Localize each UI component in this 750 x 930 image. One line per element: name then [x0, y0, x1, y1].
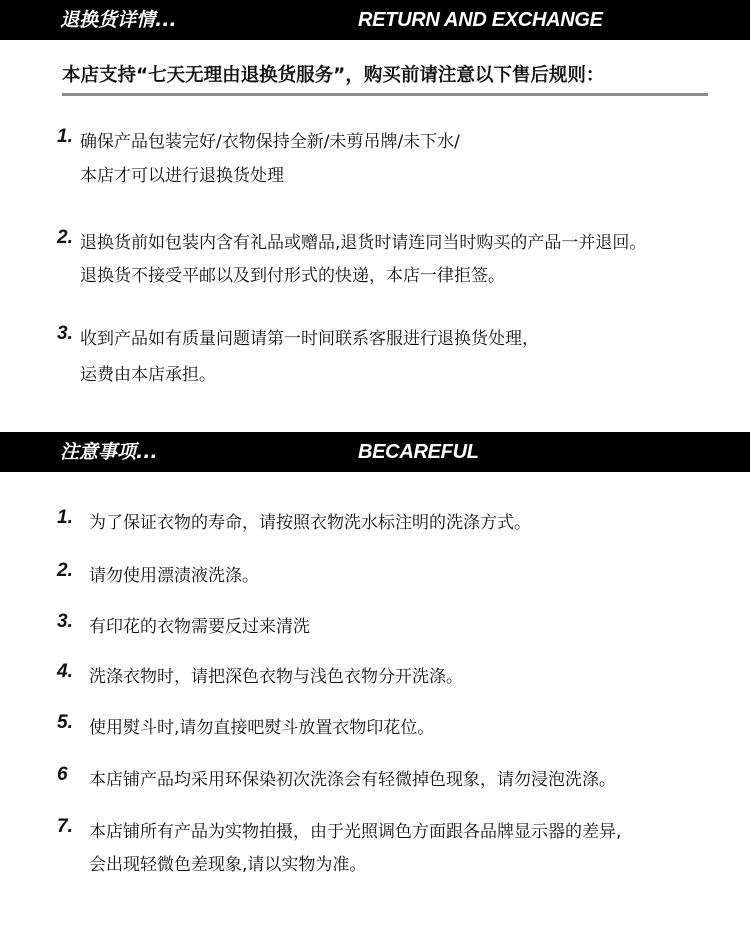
be-careful-header — [0, 432, 750, 472]
item-line: 请勿使用漂渍液洗涤。 — [89, 566, 259, 586]
item-number: 1. — [57, 507, 73, 528]
item-number: 6 — [57, 764, 68, 785]
item-number: 7. — [57, 816, 73, 837]
item-line: 收到产品如有质量问题请第一时间联系客服进行退换货处理， — [80, 329, 539, 349]
item-number: 4. — [57, 661, 73, 682]
item-line: 使用熨斗时,请勿直接吧熨斗放置衣物印花位。 — [89, 718, 435, 738]
item-line: 确保产品包装完好/衣物保持全新/未剪吊牌/未下水/ — [80, 132, 460, 152]
item-line: 本店铺产品均采用环保染初次洗涤会有轻微掉色现象，请勿浸泡洗涤。 — [89, 770, 616, 790]
item-line: 洗涤衣物时，请把深色衣物与浅色衣物分开洗涤。 — [89, 667, 463, 687]
return-title-cn: 退换货详情... — [60, 9, 177, 31]
item-line: 为了保证衣物的寿命，请按照衣物洗水标注明的洗涤方式。 — [89, 513, 531, 533]
care-title-cn: 注意事项... — [60, 441, 158, 463]
item-number: 2. — [57, 560, 73, 581]
item-line: 会出现轻微色差现象,请以实物为准。 — [89, 855, 367, 875]
care-title-en: BECAREFUL — [358, 441, 479, 463]
item-line: 本店才可以进行退换货处理 — [80, 166, 284, 186]
item-number: 3. — [57, 611, 73, 632]
item-line: 退换货不接受平邮以及到付形式的快递，本店一律拒签。 — [80, 266, 505, 286]
return-exchange-header — [0, 0, 750, 40]
item-number: 5. — [57, 712, 73, 733]
item-line: 本店铺所有产品为实物拍摄，由于光照调色方面跟各品牌显示器的差异, — [89, 822, 622, 842]
return-title-en: RETURN AND EXCHANGE — [358, 9, 603, 31]
item-number: 3. — [57, 323, 73, 344]
item-line: 退换货前如包装内含有礼品或赠品,退货时请连同当时购买的产品一并退回。 — [80, 233, 647, 253]
return-notice: 本店支持“七天无理由退换货服务”，购买前请注意以下售后规则： — [62, 62, 708, 96]
item-line: 有印花的衣物需要反过来清洗 — [89, 617, 310, 637]
item-number: 1. — [57, 126, 73, 147]
item-number: 2. — [57, 227, 73, 248]
item-line: 运费由本店承担。 — [80, 365, 216, 385]
